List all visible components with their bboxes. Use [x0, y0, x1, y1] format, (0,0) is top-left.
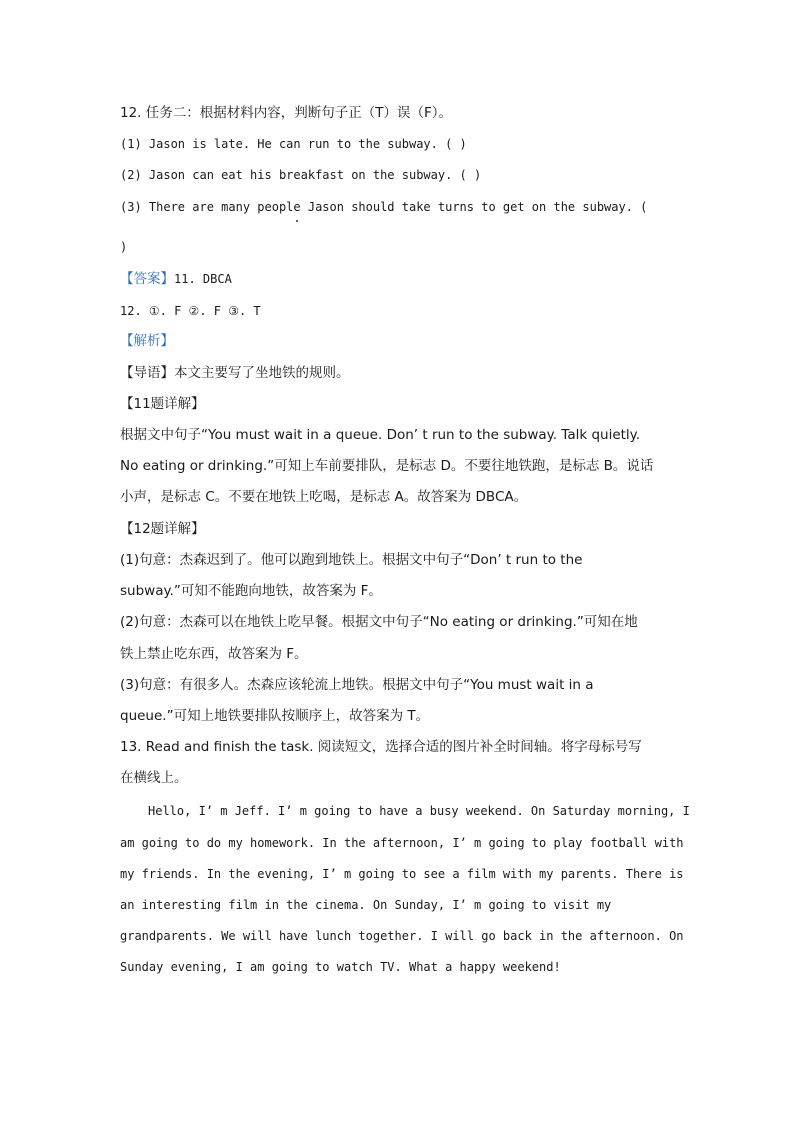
passage-line-3: my friends. In the evening, I’ m going to see a film with my parents. There is: [120, 867, 684, 881]
q12-statement-3-close: ): [120, 240, 128, 254]
q13-instruction-line-2: 在横线上。: [120, 770, 188, 786]
q12-detail-1a: (1)句意：杰森迟到了。他可以跑到地铁上。根据文中句子“Don’ t run to the: [120, 552, 583, 568]
q12-detail-3a: (3)句意：有很多人。杰森应该轮流上地铁。根据文中句子“You must wait in a: [120, 677, 594, 693]
emphasis-dot: [296, 220, 298, 222]
answer-12: 12. ①. F ②. F ③. T: [120, 304, 261, 318]
q12-detail-1b: subway.”可知不能跑向地铁，故答案为 F。: [120, 583, 382, 599]
passage-line-6: Sunday evening, I am going to watch TV. What a happy weekend!: [120, 960, 561, 974]
q12-task-title: 12. 任务二：根据材料内容，判断句子正（T）误（F）。: [120, 105, 453, 121]
analysis-intro: 【导语】本文主要写了坐地铁的规则。: [120, 365, 350, 381]
q11-detail-heading: 【11题详解】: [120, 396, 205, 412]
passage-line-5: grandparents. We will have lunch together. I will go back in the afternoon. On: [120, 929, 684, 943]
q12-detail-heading: 【12题详解】: [120, 521, 205, 537]
answer-label: 【答案】: [120, 271, 174, 287]
q11-detail-line-2: No eating or drinking.”可知上车前要排队，是标志 D。不要往地铁跑，是标志 B。说话: [120, 458, 654, 474]
passage-line-1: Hello, I’ m Jeff. I’ m going to have a busy weekend. On Saturday morning, I: [148, 804, 690, 818]
q12-statement-3: (3) There are many people Jason should take turns to get on the subway. (: [120, 200, 648, 214]
q12-statement-2: (2) Jason can eat his breakfast on the subway. ( ): [120, 168, 482, 182]
q12-statement-1: (1) Jason is late. He can run to the subway. ( ): [120, 137, 467, 151]
passage-line-4: an interesting film in the cinema. On Sunday, I’ m going to visit my: [120, 898, 612, 912]
q11-detail-line-1: 根据文中句子“You must wait in a queue. Don’ t run to the subway. Talk quietly.: [120, 427, 641, 443]
q11-detail-line-3: 小声，是标志 C。不要在地铁上吃喝，是标志 A。故答案为 DBCA。: [120, 489, 528, 505]
q12-detail-2b: 铁上禁止吃东西，故答案为 F。: [120, 646, 308, 662]
analysis-label: 【解析】: [120, 333, 174, 349]
q12-detail-2a: (2)句意：杰森可以在地铁上吃早餐。根据文中句子“No eating or drinking.”可知在地: [120, 614, 638, 630]
q12-detail-3b: queue.”可知上地铁要排队按顺序上，故答案为 T。: [120, 708, 430, 724]
answer-11: 11. DBCA: [174, 272, 232, 286]
answer-line-11: [120, 270, 232, 288]
q13-instruction-line-1: 13. Read and finish the task. 阅读短文，选择合适的图片补全时间轴。将字母标号写: [120, 739, 642, 755]
passage-line-2: am going to do my homework. In the afternoon, I’ m going to play football with: [120, 836, 684, 850]
